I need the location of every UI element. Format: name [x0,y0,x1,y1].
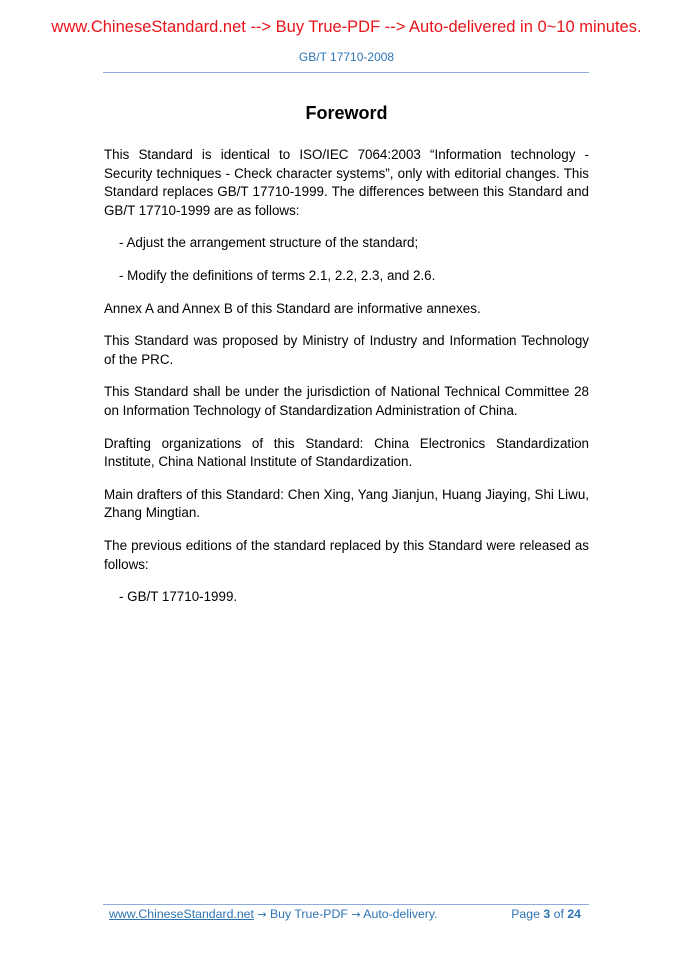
list-item-previous-edition: - GB/T 17710-1999. [119,589,238,605]
footer-buy-text: Buy True-PDF [269,907,348,921]
page-indicator [511,907,581,921]
list-item-arrangement: - Adjust the arrangement structure of the standard; [119,235,419,251]
footer-delivery-text: Auto-delivery. [363,907,438,921]
arrow-right-icon: → [351,908,361,921]
document-body [104,146,589,621]
page-title: Foreword [305,103,388,123]
header-standard-code: GB/T 17710-2008 [298,50,395,64]
of-label: of [553,907,564,921]
page-number: 3 [543,907,551,921]
paragraph-annexes: Annex A and Annex B of this Standard are informative annexes. [104,300,481,316]
paragraph-previous-editions: The previous editions of the standard replaced by this Standard were released as follows: [104,537,589,572]
paragraph-drafting-organizations: Drafting organizations of this Standard: China Electronics Standardization Institute, China National Institute of Standardization. [104,435,589,470]
footer-divider [103,904,589,905]
promo-banner[interactable]: www.ChineseStandard.net --> Buy True-PDF --> Auto-delivered in 0~10 minutes. [51,18,642,36]
page-footer [109,907,585,921]
page-label: Page [511,907,540,921]
page-total: 24 [567,907,581,921]
paragraph-identity: This Standard is identical to ISO/IEC 7064:2003 “Information technology - Security techniques - Check character systems”, only with editorial changes. This Standard replaces GB/T 17710-1999. The differences between this Standard and GB/T 17710-1999 are as follows: [104,147,589,218]
paragraph-drafters: Main drafters of this Standard: Chen Xing, Yang Jianjun, Huang Jiaying, Shi Liwu, Zhang Mingtian. [104,486,589,521]
header-divider [103,72,589,73]
paragraph-jurisdiction: This Standard shall be under the jurisdiction of National Technical Committee 28 on Information Technology of Standardization Administration of China. [104,384,589,418]
paragraph-proposed-by: This Standard was proposed by Ministry of Industry and Information Technology of the PRC. [104,333,589,367]
footer-site-link[interactable]: www.ChineseStandard.net [109,907,254,921]
list-item-definitions: - Modify the definitions of terms 2.1, 2.2, 2.3, and 2.6. [119,267,436,283]
arrow-right-icon: → [257,908,267,921]
